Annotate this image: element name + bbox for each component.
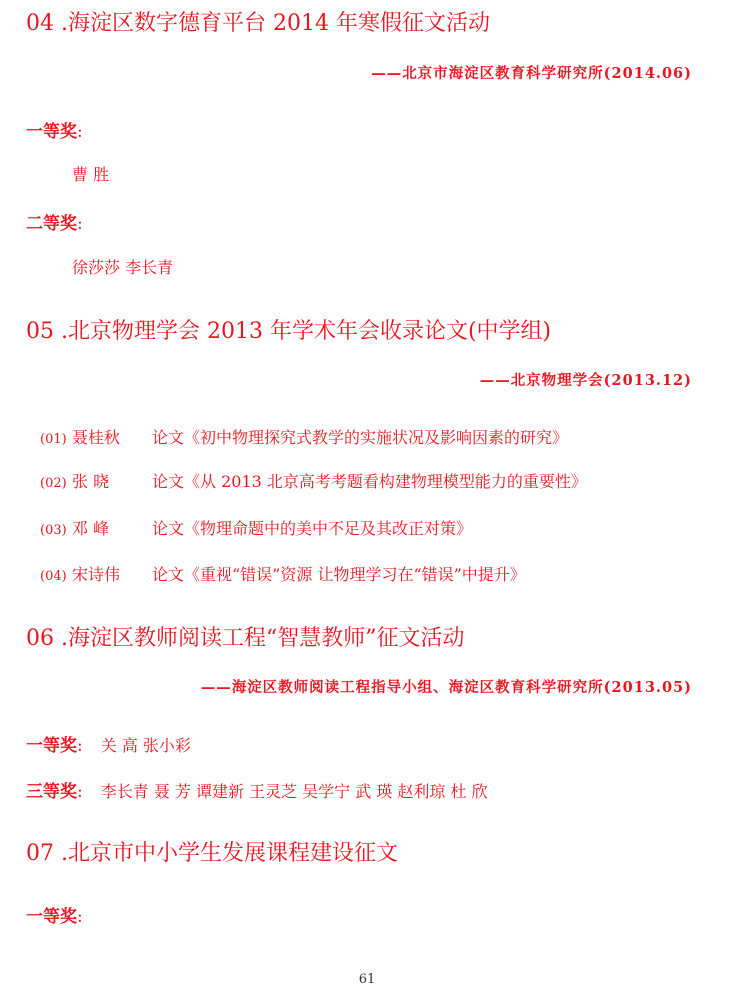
section-06-title: 06 .海淀区教师阅读工程“智慧教师”征文活动	[26, 626, 465, 651]
paper-row	[40, 516, 472, 539]
section-07-title: 07 .北京市中小学生发展课程建设征文	[26, 841, 398, 866]
section-04-second-prize-names: 徐莎莎 李长青	[72, 258, 174, 277]
section-04-second-prize-label: 二等奖:	[26, 214, 83, 234]
section-04-first-prize-names: 曹 胜	[72, 165, 110, 184]
paper-author: 邓 峰	[72, 519, 110, 538]
paper-author: 聂桂秋	[72, 428, 121, 447]
paper-number: (02)	[40, 476, 67, 491]
section-04-title: 04 .海淀区数字德育平台 2014 年寒假征文活动	[26, 11, 490, 36]
section-04-source: ——北京市海淀区教育科学研究所(2014.06)	[371, 65, 692, 82]
paper-number: (01)	[40, 432, 67, 447]
paper-author: 张 晓	[72, 472, 110, 491]
section-05-source: ——北京物理学会(2013.12)	[479, 372, 692, 389]
paper-title: 论文《从 2013 北京高考考题看构建物理模型能力的重要性》	[152, 472, 587, 491]
section-04-first-prize-label: 一等奖:	[26, 122, 83, 142]
section-06-first-prize: 一等奖: 关 高 张小彩	[26, 736, 191, 756]
paper-title: 论文《物理命题中的美中不足及其改正对策》	[152, 519, 473, 538]
section-06-third-prize-names: 李长青 聂 芳 谭建新 王灵芝 吴学宁 武 瑛 赵利琼 杜 欣	[100, 782, 488, 801]
paper-row	[40, 562, 526, 585]
section-06-third-prize: 三等奖: 李长青 聂 芳 谭建新 王灵芝 吴学宁 武 瑛 赵利琼 杜 欣	[26, 782, 488, 802]
section-07-first-prize-label: 一等奖:	[26, 907, 83, 927]
paper-number: (04)	[40, 569, 67, 584]
section-06-source: ——海淀区教师阅读工程指导小组、海淀区教育科学研究所(2013.05)	[200, 679, 692, 696]
paper-title: 论文《初中物理探究式教学的实施状况及影响因素的研究》	[152, 428, 569, 447]
paper-number: (03)	[40, 523, 67, 538]
section-05-title: 05 .北京物理学会 2013 年学术年会收录论文(中学组)	[26, 319, 552, 344]
paper-row	[40, 425, 568, 448]
paper-row	[40, 469, 587, 492]
paper-title: 论文《重视“错误”资源 让物理学习在“错误”中提升》	[152, 565, 526, 584]
paper-author: 宋诗伟	[72, 565, 121, 584]
page-number: 61	[358, 972, 376, 987]
section-06-first-prize-names: 关 高 张小彩	[100, 736, 191, 755]
